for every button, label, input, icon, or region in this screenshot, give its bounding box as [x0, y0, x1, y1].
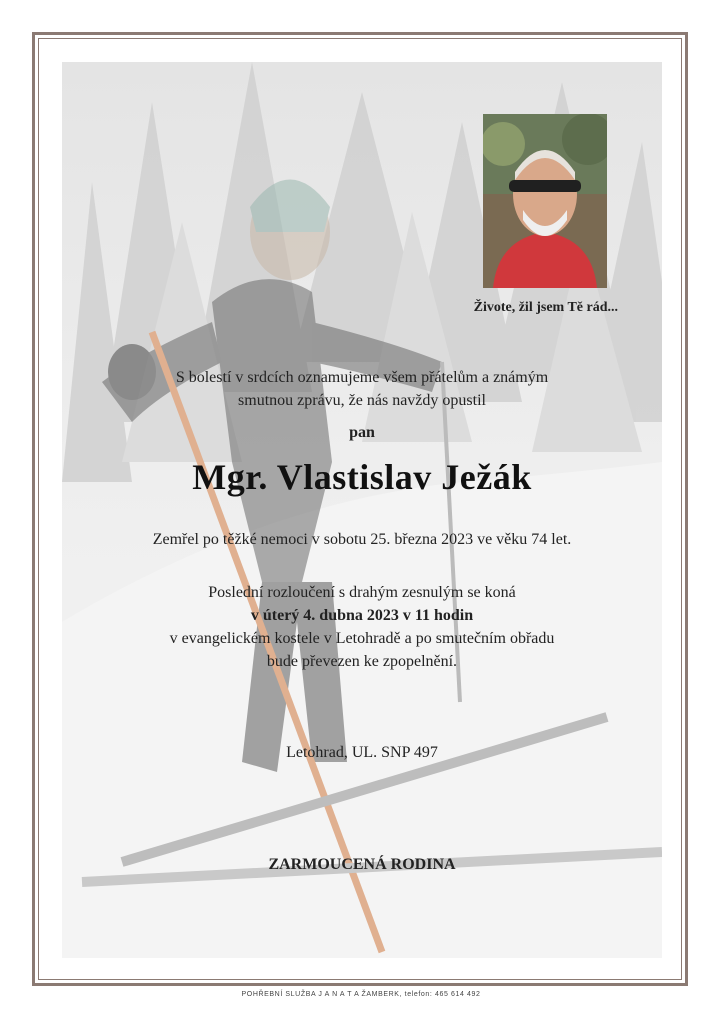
funeral-line-1: Poslední rozloučení s drahým zesnulým se koná [208, 584, 516, 601]
funeral-date: v úterý 4. dubna 2023 v 11 hodin [250, 607, 474, 624]
portrait-photo [483, 114, 607, 288]
intro-text [62, 366, 662, 412]
motto-text: Živote, žil jsem Tě rád... [473, 300, 618, 315]
address: Letohrad, UL. SNP 497 [286, 744, 438, 761]
signature: ZARMOUCENÁ RODINA [268, 856, 456, 873]
death-notice: Zemřel po těžké nemoci v sobotu 25. března 2023 ve věku 74 let. [152, 531, 572, 548]
funeral-info [62, 581, 662, 673]
deceased-name: Mgr. Vlastislav Ježák [192, 457, 532, 497]
funeral-service-footer: POHŘEBNÍ SLUŽBA J A N A T A ŽAMBERK, telefon: 465 614 492 [241, 991, 481, 998]
funeral-line-4: bude převezen ke zpopelnění. [266, 653, 458, 670]
intro-line-1: S bolestí v srdcích oznamujeme všem přátelům a známým [175, 369, 549, 386]
intro-line-2: smutnou zprávu, že nás navždy opustil [238, 392, 486, 409]
title-word: pan [349, 424, 375, 441]
funeral-line-3: v evangelickém kostele v Letohradě a po smutečním obřadu [169, 630, 555, 647]
